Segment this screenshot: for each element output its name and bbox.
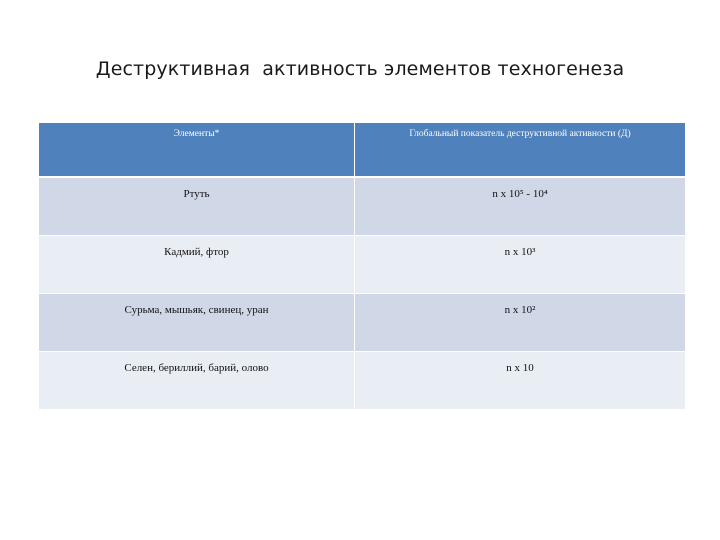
- slide-title: Деструктивная активность элементов техногенеза: [95, 58, 625, 80]
- table-row: [39, 236, 686, 294]
- header-global-index: Глобальный показатель деструктивной активности (Д): [355, 123, 686, 177]
- activity-table: [39, 123, 686, 410]
- row-value: n x 10: [355, 352, 686, 410]
- row-element: Кадмий, фтор: [39, 236, 355, 294]
- row-element: Сурьма, мышьяк, свинец, уран: [39, 294, 355, 352]
- table-row: [39, 294, 686, 352]
- row-element: Селен, бериллий, барий, олово: [39, 352, 355, 410]
- table-row: [39, 352, 686, 410]
- row-value: n x 10³: [355, 236, 686, 294]
- table-row: [39, 177, 686, 236]
- header-elements: Элементы*: [39, 123, 355, 177]
- row-value: n x 10²: [355, 294, 686, 352]
- row-value: n x 10⁵ - 10⁴: [355, 177, 686, 236]
- table-header-row: [39, 123, 686, 177]
- row-element: Ртуть: [39, 177, 355, 236]
